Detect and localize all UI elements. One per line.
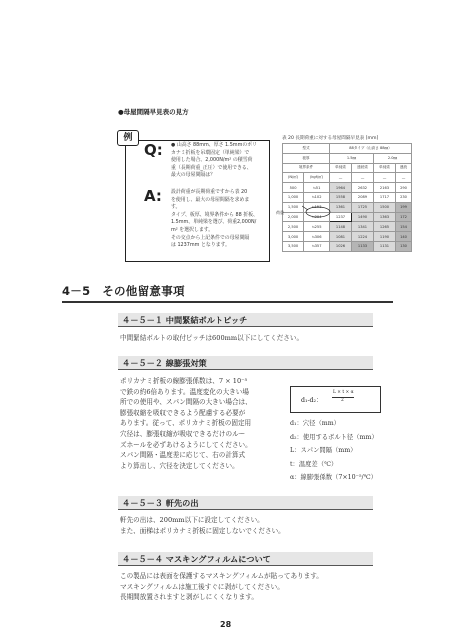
boundary-value: 連続梁 <box>352 163 374 173</box>
value-cell: 1148 <box>330 222 352 232</box>
example-badge: 例 <box>117 130 139 146</box>
subsection-heading: ４－５－４ マスキングフィルムについて <box>118 552 373 566</box>
subsection-heading: ４－５－３ 軒先の出 <box>118 496 373 510</box>
unit-cell: (N/㎡) <box>283 173 304 183</box>
legend-line: α：線膨張係数（7×10⁻⁵/℃） <box>290 474 377 482</box>
text-line: で鉄の約6倍あります。温度変化の大きい場 <box>120 387 249 396</box>
boundary-value: 単純梁 <box>330 163 352 173</box>
value-cell: 1558 <box>330 192 352 202</box>
value-cell: 140 <box>396 232 412 242</box>
value-cell: 2089 <box>352 192 374 202</box>
formula-lhs: d₁-d₂： <box>301 397 323 404</box>
text-line: スパン間隔・温度差に応じて、右の計算式 <box>120 451 246 460</box>
value-cell: 1500 <box>374 202 396 212</box>
formula-denominator: 2 <box>341 398 344 403</box>
value-cell: 1490 <box>352 212 374 222</box>
section-rule <box>62 301 393 303</box>
thickness-value: 2.0㎜ <box>374 153 412 163</box>
q-line: カナミ折板を吊環固定（単純梁）で <box>171 149 250 156</box>
q-letter: Q: <box>144 141 163 159</box>
boundary-value: 単純梁 <box>374 163 396 173</box>
value-cell: 1190 <box>374 232 396 242</box>
value-cell: 290 <box>396 183 412 193</box>
text-line: この製品には表面を保護するマスキングフィルムが貼ってあります。 <box>120 572 323 580</box>
legend-line: d₁：穴径（mm） <box>290 420 340 427</box>
value-cell: 1341 <box>352 222 374 232</box>
highlight-leader <box>302 206 308 210</box>
load-cell: 3,500 <box>283 241 304 251</box>
value-cell: 1224 <box>352 232 374 242</box>
unit-cell: — <box>396 173 412 183</box>
text-line: より算出し、穴径を決定してください。 <box>120 461 239 470</box>
value-cell: 2632 <box>352 183 374 193</box>
a-line: タイプ、板厚、境界条件から 88 折板、 <box>171 211 258 218</box>
load-cell: ≒357 <box>304 241 330 251</box>
value-cell-highlight: 1237 <box>330 212 352 222</box>
q-line: 最大の母屋間隔は？ <box>171 172 216 179</box>
load-cell: 1,500 <box>283 202 304 212</box>
load-table <box>282 143 412 252</box>
unit-cell: — <box>352 173 374 183</box>
subsection-heading: ４－５－１ 中間緊結ボルトピッチ <box>118 313 373 327</box>
load-cell: ≒204 <box>304 212 330 222</box>
value-cell: 1265 <box>374 222 396 232</box>
text-line: 所での使用や、スパン間隔の大きい場合は、 <box>120 398 252 407</box>
text-line: ポリカナミ折板の線膨張係数は、7 × 10⁻⁵ <box>120 377 248 385</box>
value-cell: 230 <box>396 192 412 202</box>
type-label: 型式 <box>283 144 330 154</box>
text-line: また、面梯はポリカナミ折板に固定しないでください。 <box>120 526 285 535</box>
thickness-value: 1.5㎜ <box>330 153 374 163</box>
q-line: ● 山高さ 88mm、厚さ 1.5mmのポリ <box>171 142 258 148</box>
formula-box <box>290 386 381 413</box>
s3-text <box>120 515 285 536</box>
s4-text <box>120 571 323 603</box>
value-cell: 172 <box>396 212 412 222</box>
section-title: 4－5 その他留意事項 <box>62 284 185 298</box>
unit-cell: — <box>374 173 396 183</box>
text-line: 膨張収縮を吸収できるよう配慮する必要が <box>120 408 246 417</box>
highlight-marker <box>302 204 332 220</box>
value-cell: 1081 <box>330 232 352 242</box>
a-line: は 1237mm となります。 <box>171 242 230 249</box>
formula-legend <box>290 417 378 485</box>
text-line: 穴径は、膨張収縮が吸収できるだけのルー <box>120 429 246 438</box>
text-line: マスキングフィルムは施工後すぐに剥がしてください。 <box>120 582 284 591</box>
text-line: あります。従って、ポリカナミ折板の固定用 <box>120 419 252 428</box>
q-line: 重（長期荷重_正圧）で使用できる、 <box>171 164 252 171</box>
text-line: 長期間放置されますと剥がしにくくなります。 <box>120 593 258 602</box>
text-line: ズホールを必ずあけるようにしてください。 <box>120 440 252 449</box>
value-cell: 1131 <box>374 241 396 251</box>
load-cell: ≒51 <box>304 183 330 193</box>
value-cell: 1361 <box>330 202 352 212</box>
text-line: 軒先の出は、200mm以下に設定してください。 <box>120 516 264 524</box>
example-heading: ●母屋間隔早見表の見方 <box>118 108 189 116</box>
a-line: 1.5mm、単純梁を選び、荷重2,000N/ <box>171 219 257 226</box>
load-cell: 2,500 <box>283 222 304 232</box>
value-cell: 1725 <box>352 202 374 212</box>
load-cell: ≒102 <box>304 192 330 202</box>
a-line: m² を選択します。 <box>171 226 214 233</box>
a-line: す。 <box>171 204 181 211</box>
value-cell: 1363 <box>374 212 396 222</box>
value-cell: 1964 <box>330 183 352 193</box>
text-line: 中間緊結ボルトの取付ピッチは600mm以下にしてください。 <box>120 334 304 342</box>
subsection-heading: ４－５－２ 線膨張対策 <box>118 356 373 370</box>
a-line: を使用し、最大の母屋間隔を求めま <box>171 196 250 203</box>
table20-title: 表 20 長期荷重に対する母屋間隔早見表 [mm] <box>282 136 379 141</box>
page-number: 28 <box>220 620 232 629</box>
load-cell: 500 <box>283 183 304 193</box>
boundary-label: 境界条件 <box>283 163 330 173</box>
load-cell: 2,000 <box>283 212 304 222</box>
highlight-ellipse <box>306 207 330 217</box>
q-text <box>171 142 257 180</box>
table20 <box>282 143 412 252</box>
unit-cell: — <box>330 173 352 183</box>
value-cell: 1717 <box>374 192 396 202</box>
s1-text <box>120 333 303 344</box>
q-line: 使用した場合、2,000N/m² の積雪荷 <box>171 157 253 164</box>
value-cell: 199 <box>396 202 412 212</box>
value-cell: 154 <box>396 222 412 232</box>
a-letter: A: <box>144 187 162 205</box>
value-cell: 2163 <box>374 183 396 193</box>
value-cell: 1026 <box>330 241 352 251</box>
load-cell: 3,000 <box>283 232 304 242</box>
legend-line: d₂：使用するボルト径（mm） <box>290 433 378 441</box>
unit-cell: (kgf/㎡) <box>304 173 330 183</box>
value-cell: 130 <box>396 241 412 251</box>
load-cell: ≒306 <box>304 232 330 242</box>
s2-text <box>120 376 252 471</box>
load-cell: ≒153 <box>304 202 330 212</box>
thickness-label: 板厚 <box>283 153 330 163</box>
a-line: その交点から上記条件での母屋間隔 <box>171 234 250 241</box>
formula-numerator: L × t × α <box>333 390 354 395</box>
a-line: 設計荷重が長期荷重ですから表 20 <box>171 189 248 195</box>
load-cell: 1,000 <box>283 192 304 202</box>
a-text <box>171 189 258 250</box>
boundary-value: 連続 <box>396 163 412 173</box>
legend-line: L：スパン間隔（mm） <box>290 447 357 455</box>
table-side-label: 荷重 <box>276 210 284 215</box>
value-cell: 1133 <box>352 241 374 251</box>
type-value: 88タイプ（山高さ 88㎜） <box>330 144 412 154</box>
load-cell: ≒255 <box>304 222 330 232</box>
legend-line: t：温度差（℃） <box>290 460 338 468</box>
